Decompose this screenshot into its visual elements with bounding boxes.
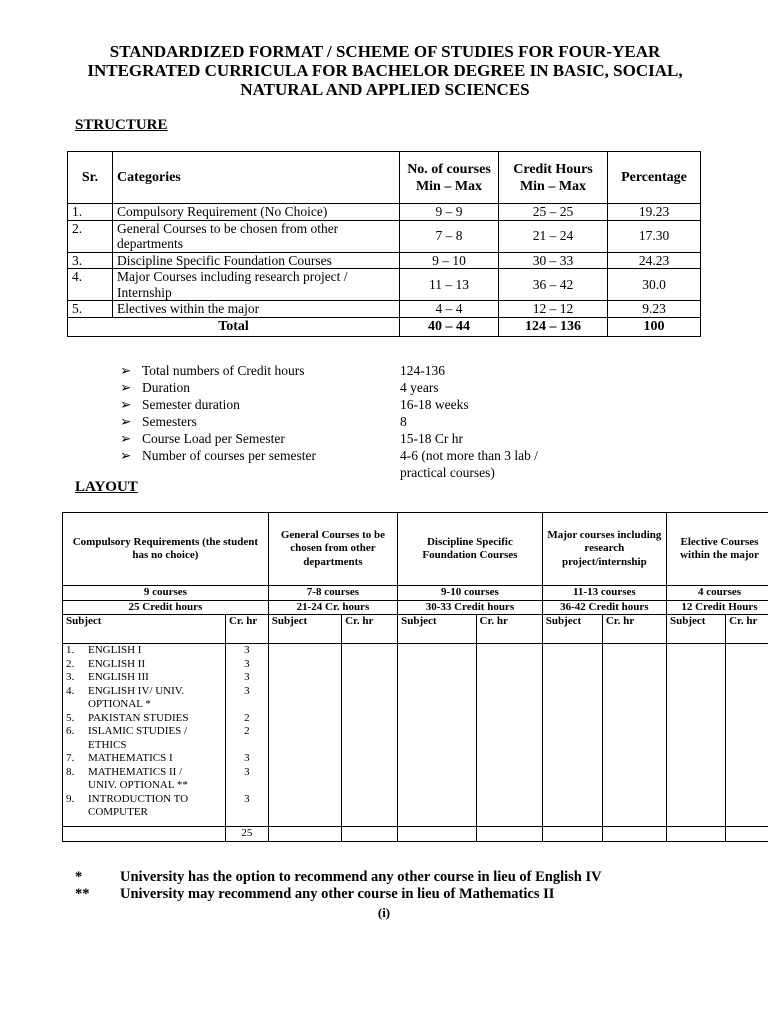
bullet-label: Total numbers of Credit hours: [142, 363, 305, 378]
col-categories: Categories: [113, 152, 400, 204]
empty-cell: [268, 644, 341, 827]
compulsory-subject-list: [63, 644, 226, 827]
credit-hours-row: [63, 600, 768, 615]
row-credit: 12 – 12: [499, 301, 608, 318]
crhr-col-label: Cr. hr: [342, 615, 398, 644]
footnote: [75, 869, 602, 886]
row-percentage: 9.23: [608, 301, 701, 318]
row-sr: 3.: [68, 252, 113, 269]
empty-cell: [666, 827, 725, 842]
document-title: [60, 42, 710, 99]
empty-cell: [602, 827, 666, 842]
layout-table: [62, 512, 768, 842]
bullet-label: Duration: [142, 380, 190, 395]
total-percentage: 100: [608, 317, 701, 336]
arrow-bullet-icon: ➢: [120, 431, 132, 446]
col-courses: No. of courses Min – Max: [400, 152, 499, 204]
empty-cell: [476, 827, 542, 842]
title-line: INTEGRATED CURRICULA FOR BACHELOR DEGREE IN BASIC, SOCIAL,: [87, 61, 683, 80]
course-count: 7-8 courses: [268, 586, 397, 601]
column-title: General Courses to be chosen from other departments: [268, 513, 397, 586]
footnotes: [75, 869, 602, 903]
subject-header-row: [63, 615, 768, 644]
row-sr: 4.: [68, 269, 113, 301]
row-percentage: 17.30: [608, 220, 701, 252]
bullet-value: 16-18 weeks: [400, 397, 469, 412]
row-category: General Courses to be chosen from other departments: [113, 220, 400, 252]
row-category: Compulsory Requirement (No Choice): [113, 204, 400, 221]
list-item: 7. MATHEMATICS I: [66, 752, 173, 764]
table-row: [68, 269, 701, 301]
footnote: [75, 886, 602, 903]
empty-cell: [398, 827, 476, 842]
subject-col-label: Subject: [268, 615, 341, 644]
col-sr: Sr.: [68, 152, 113, 204]
table-row: [68, 204, 701, 221]
column-title: Compulsory Requirements (the student has no choice): [63, 513, 269, 586]
bullet-value: 124-136: [400, 363, 445, 378]
row-credit: 36 – 42: [499, 269, 608, 301]
credit-hours: 21-24 Cr. hours: [268, 600, 397, 615]
subject-col-label: Subject: [666, 615, 725, 644]
subject-col-label: Subject: [542, 615, 602, 644]
column-title: Discipline Specific Foundation Courses: [398, 513, 543, 586]
column-title: Major courses including research project/internship: [542, 513, 666, 586]
table-row: [68, 301, 701, 318]
arrow-bullet-icon: ➢: [120, 380, 132, 395]
empty-cell: [63, 827, 226, 842]
list-item: [120, 379, 600, 396]
bullet-label: Course Load per Semester: [142, 431, 285, 446]
empty-cell: [342, 827, 398, 842]
course-count: 9-10 courses: [398, 586, 543, 601]
crhr-col-label: Cr. hr: [602, 615, 666, 644]
total-courses: 40 – 44: [400, 317, 499, 336]
list-item: 3. ENGLISH III: [66, 671, 149, 683]
empty-cell: [726, 827, 768, 842]
list-item: [120, 430, 600, 447]
bullet-value: 8: [400, 414, 407, 429]
list-item: 9. INTRODUCTION TO COMPUTER: [66, 792, 189, 818]
col-credit: Credit Hours Min – Max: [499, 152, 608, 204]
course-count: 9 courses: [63, 586, 269, 601]
footnote-mark: **: [75, 886, 90, 902]
row-credit: 21 – 24: [499, 220, 608, 252]
footnote-mark: *: [75, 869, 83, 885]
bullet-label: Semesters: [142, 414, 197, 429]
subject-col-label: Subject: [63, 615, 226, 644]
subjects-row: [63, 644, 768, 827]
arrow-bullet-icon: ➢: [120, 414, 132, 429]
list-item: [120, 413, 600, 430]
list-item: 8. MATHEMATICS II / UNIV. OPTIONAL **: [66, 765, 188, 791]
layout-header-row: [63, 513, 768, 586]
total-credit: 124 – 136: [499, 317, 608, 336]
bullet-value: 4 years: [400, 380, 439, 395]
credit-hours: 36-42 Credit hours: [542, 600, 666, 615]
course-count-row: [63, 586, 768, 601]
structure-heading: STRUCTURE: [75, 117, 168, 133]
empty-cell: [542, 644, 602, 827]
bullet-value: 15-18 Cr hr: [400, 431, 463, 446]
layout-heading: LAYOUT: [75, 479, 138, 495]
page-number: (i): [377, 905, 391, 920]
subject-col-label: Subject: [398, 615, 476, 644]
list-item: [120, 447, 600, 481]
course-count: 11-13 courses: [542, 586, 666, 601]
title-line: NATURAL AND APPLIED SCIENCES: [240, 80, 530, 99]
empty-cell: [268, 827, 341, 842]
credit-hours: 30-33 Credit hours: [398, 600, 543, 615]
summary-bullets: [120, 362, 600, 481]
structure-table: [67, 151, 701, 337]
row-category: Electives within the major: [113, 301, 400, 318]
total-credit-row: [63, 827, 768, 842]
list-item: [120, 362, 600, 379]
course-count: 4 courses: [666, 586, 768, 601]
total-row: [68, 317, 701, 336]
row-percentage: 19.23: [608, 204, 701, 221]
empty-cell: [398, 644, 476, 827]
list-item: 2. ENGLISH II: [66, 657, 146, 670]
row-courses: 4 – 4: [400, 301, 499, 318]
list-item: 5. PAKISTAN STUDIES: [66, 711, 189, 724]
row-percentage: 30.0: [608, 269, 701, 301]
compulsory-total-credit: 25: [225, 827, 268, 842]
row-sr: 2.: [68, 220, 113, 252]
empty-cell: [542, 827, 602, 842]
bullet-label: Number of courses per semester: [142, 448, 316, 463]
row-category: Major Courses including research project / Internship: [113, 269, 400, 301]
title-line: STANDARDIZED FORMAT / SCHEME OF STUDIES FOR FOUR-YEAR: [109, 42, 661, 61]
row-sr: 1.: [68, 204, 113, 221]
crhr-col-label: Cr. hr: [225, 615, 268, 644]
crhr-col-label: Cr. hr: [476, 615, 542, 644]
total-label: Total: [68, 317, 400, 336]
empty-cell: [342, 644, 398, 827]
crhr-col-label: Cr. hr: [726, 615, 768, 644]
row-courses: 9 – 9: [400, 204, 499, 221]
row-courses: 11 – 13: [400, 269, 499, 301]
row-credit: 30 – 33: [499, 252, 608, 269]
compulsory-credit-list: 3 3 3 3 2 2 3 3 3: [225, 644, 268, 827]
row-percentage: 24.23: [608, 252, 701, 269]
col-percentage: Percentage: [608, 152, 701, 204]
row-courses: 7 – 8: [400, 220, 499, 252]
arrow-bullet-icon: ➢: [120, 363, 132, 378]
bullet-label: Semester duration: [142, 397, 240, 412]
list-item: 6. ISLAMIC STUDIES / ETHICS: [66, 725, 188, 751]
list-item: 4. ENGLISH IV/ UNIV. OPTIONAL *: [66, 684, 185, 710]
empty-cell: [476, 644, 542, 827]
table-row: [68, 220, 701, 252]
footnote-text: University may recommend any other course in lieu of Mathematics II: [120, 886, 555, 902]
credit-hours: 12 Credit Hours: [666, 600, 768, 615]
list-item: [120, 396, 600, 413]
arrow-bullet-icon: ➢: [120, 397, 132, 412]
row-credit: 25 – 25: [499, 204, 608, 221]
empty-cell: [666, 644, 725, 827]
structure-header-row: [68, 152, 701, 204]
column-title: Elective Courses within the major: [666, 513, 768, 586]
row-sr: 5.: [68, 301, 113, 318]
list-item: 1. ENGLISH I: [66, 644, 142, 656]
arrow-bullet-icon: ➢: [120, 448, 132, 463]
credit-hours: 25 Credit hours: [63, 600, 269, 615]
row-category: Discipline Specific Foundation Courses: [113, 252, 400, 269]
empty-cell: [602, 644, 666, 827]
footnote-text: University has the option to recommend any other course in lieu of English IV: [120, 869, 602, 885]
row-courses: 9 – 10: [400, 252, 499, 269]
empty-cell: [726, 644, 768, 827]
bullet-value: 4-6 (not more than 3 lab / practical courses): [400, 448, 538, 480]
table-row: [68, 252, 701, 269]
